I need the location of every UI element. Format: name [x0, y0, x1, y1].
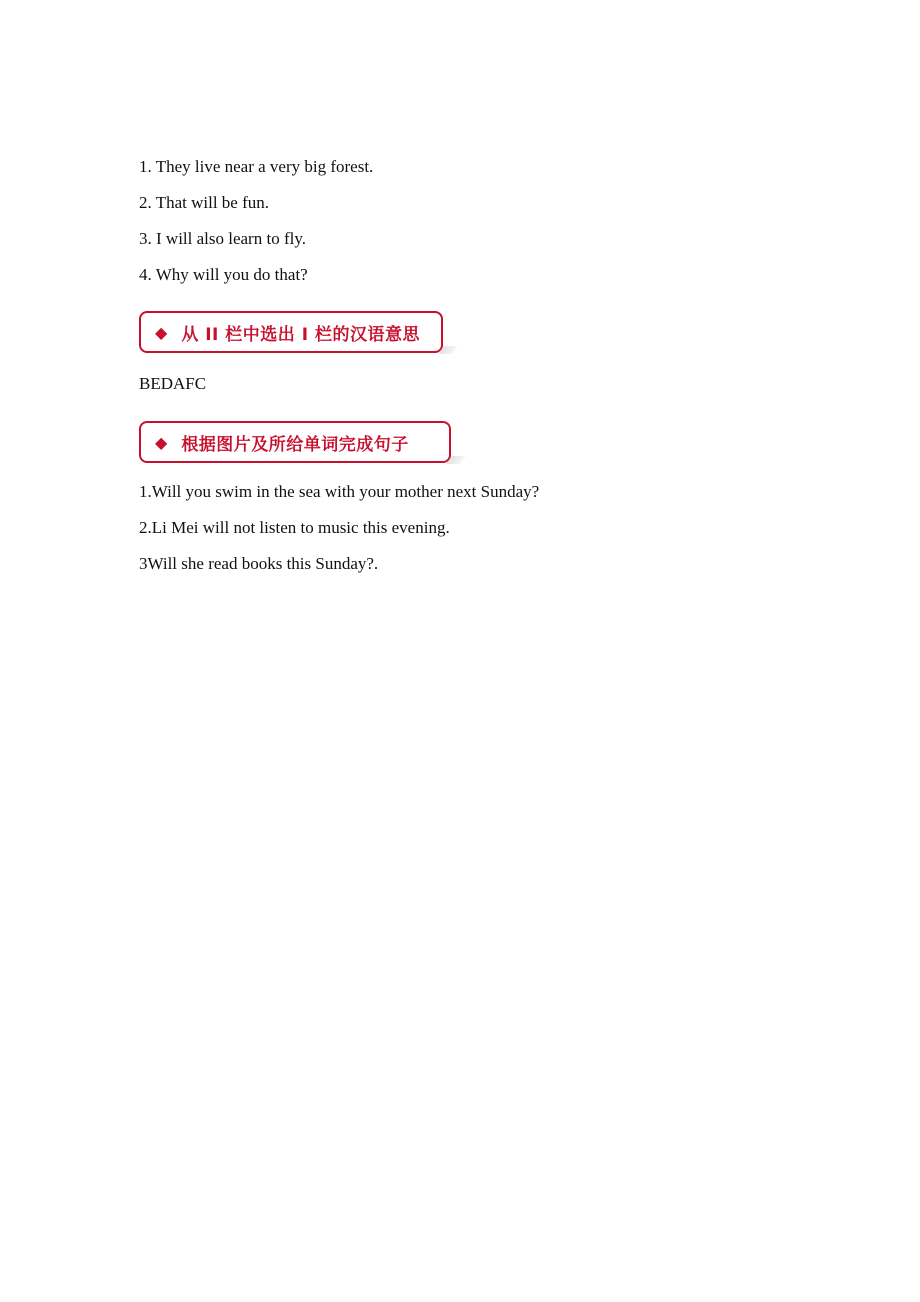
header-shadow	[438, 346, 458, 354]
answer-line-3: 3. I will also learn to fly.	[139, 229, 306, 248]
header-shadow	[446, 456, 466, 464]
answer-line-4: 4. Why will you do that?	[139, 265, 308, 284]
answer-line-1: 1. They live near a very big forest.	[139, 157, 374, 176]
sentence-line-3: 3Will she read books this Sunday?.	[139, 554, 379, 573]
sentence-line-1: 1.Will you swim in the sea with your mother next Sunday?	[139, 482, 540, 501]
matching-answer: BEDAFC	[139, 374, 207, 393]
section-header-complete-sentences	[139, 421, 451, 463]
section-header-matching	[139, 311, 443, 353]
sentence-line-2: 2.Li Mei will not listen to music this evening.	[139, 518, 450, 537]
section-title-matching: 从 II 栏中选出 I 栏的汉语意思	[181, 324, 420, 345]
answer-line-2: 2. That will be fun.	[139, 193, 269, 212]
diamond-bullet-icon: ◆	[155, 322, 168, 342]
diamond-bullet-icon: ◆	[155, 432, 168, 452]
section-title-complete-sentences: 根据图片及所给单词完成句子	[181, 434, 409, 455]
